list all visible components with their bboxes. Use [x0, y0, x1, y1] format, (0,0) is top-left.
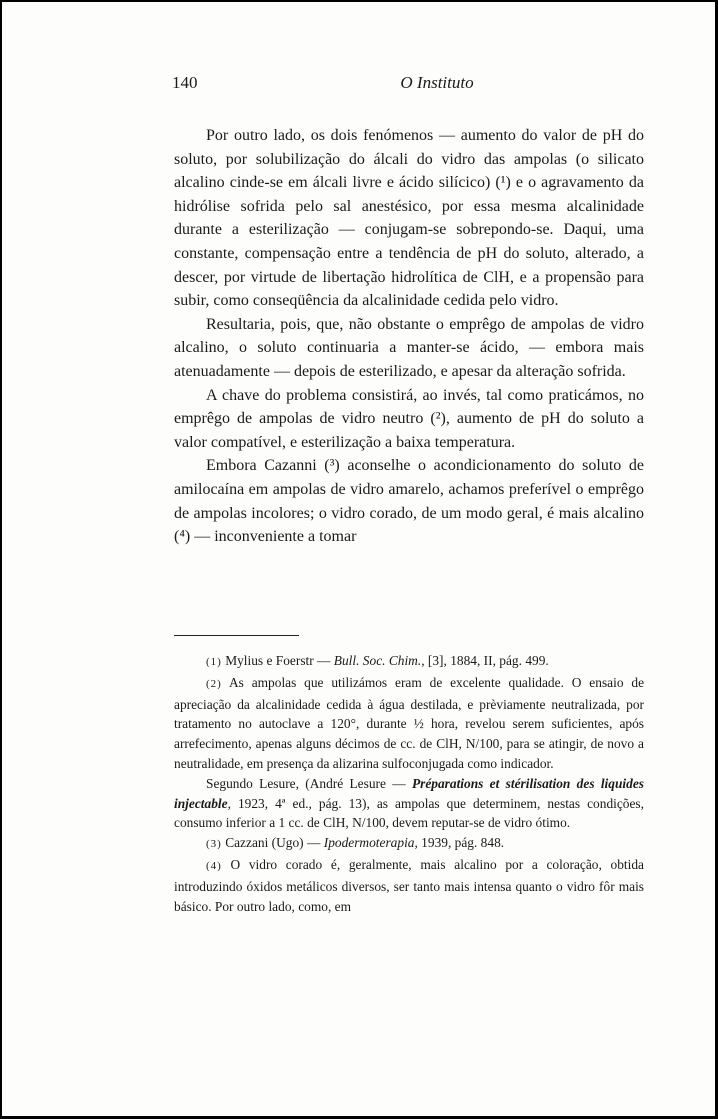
footnote-3	[174, 833, 644, 855]
footnote-2b-post: , 1923, 4ª ed., pág. 13), as ampolas que determinem, nestas condições, consumo inferior a 1 cc. de ClH, N/100, devem reputar-se de vidro ótimo.	[174, 795, 644, 831]
footnote-2-text: As ampolas que utilizámos eram de excelente qualidade. O ensaio de apreciação da alcalinidade cedida à água destilada, e prèviamente neutralizada, por tratamento no autoclave a 120°, durante ½ hora, revelou serem suficientes, após arrefecimento, apenas alguns décimos de cc. de ClH, N/100, para se atingir, de novo a neutralidade, em presença da alizarina sulfoconjugada como indicador.	[174, 674, 645, 771]
paragraph-3: A chave do problema consistirá, ao invés, tal como praticámos, no emprêgo de ampolas de vidro neutro (²), aumento de pH do soluto a valor compatível, e esterilização a baixa temperatura.	[174, 386, 644, 451]
footnote-2b-title: Préparations et stérilisation des liquides injectable	[174, 775, 644, 811]
footnote-1-journal: Bull. Soc. Chim.	[333, 653, 422, 668]
footnote-4-text: O vidro corado é, geralmente, mais alcalino por a coloração, obtida introduzindo óxidos metálicos diversos, ser tanto mais intensa quanto o vidro fôr mais básico. Por outro lado, como, em	[174, 856, 644, 914]
page-header	[172, 73, 642, 95]
footnote-1-author: Mylius e Foerstr —	[225, 653, 334, 668]
footnote-2b-pre: Segundo Lesure, (André Lesure —	[206, 775, 412, 791]
footnote-2-continued	[174, 774, 644, 833]
paragraph-4: Embora Cazanni (³) aconselhe o acondicionamento do soluto de amilocaína em ampolas de vidro amarelo, achamos preferível o emprêgo de ampolas incolores; o vidro corado, de um modo geral, é mais alcalino (⁴) — inconveniente a tomar	[174, 457, 644, 546]
footnotes	[174, 651, 644, 916]
book-page	[2, 2, 715, 1116]
footnote-3-mark: (3)	[206, 838, 222, 851]
footnote-1	[174, 651, 644, 673]
footnote-1-mark: (1)	[206, 656, 222, 668]
footnote-2	[174, 673, 644, 774]
footnote-4	[174, 855, 644, 916]
running-title: O Instituto	[400, 73, 474, 92]
footnote-2-mark: (2)	[206, 677, 222, 690]
footnote-divider	[174, 635, 299, 636]
footnote-3-pre: Cazzani (Ugo) —	[225, 835, 324, 851]
paragraph-1: Por outro lado, os dois fenómenos — aumento do valor de pH do soluto, por solubilização do álcali do vidro das ampolas (o silicato alcalino cinde-se em álcali livre e ácido silícico) (¹) e o agravamento da hidrólise sofrida pelo sal anestésico, por essa mesma alcalinidade durante a esterilização — conjugam-se sobrepondo-se. Daqui, uma constante, compensação entre a tendência de pH do soluto, alterado, a descer, por virtude de libertação hidrolítica de ClH, e a propensão para subir, como conseqüência da alcalinidade cedida pelo vidro.	[174, 127, 644, 310]
page-number: 140	[172, 73, 198, 92]
footnote-4-mark: (4)	[206, 859, 222, 872]
body-text	[174, 124, 644, 549]
footnote-3-title: Ipodermoterapia	[323, 835, 415, 851]
footnote-1-rest: , [3], 1884, II, pág. 499.	[421, 653, 549, 668]
paragraph-2: Resultaria, pois, que, não obstante o emprêgo de ampolas de vidro alcalino, o soluto continuaria a manter-se ácido, — embora mais atenuadamente — depois de esterilizado, e apesar da alteração sofrida.	[174, 315, 644, 380]
footnote-3-post: , 1939, pág. 848.	[414, 835, 505, 851]
